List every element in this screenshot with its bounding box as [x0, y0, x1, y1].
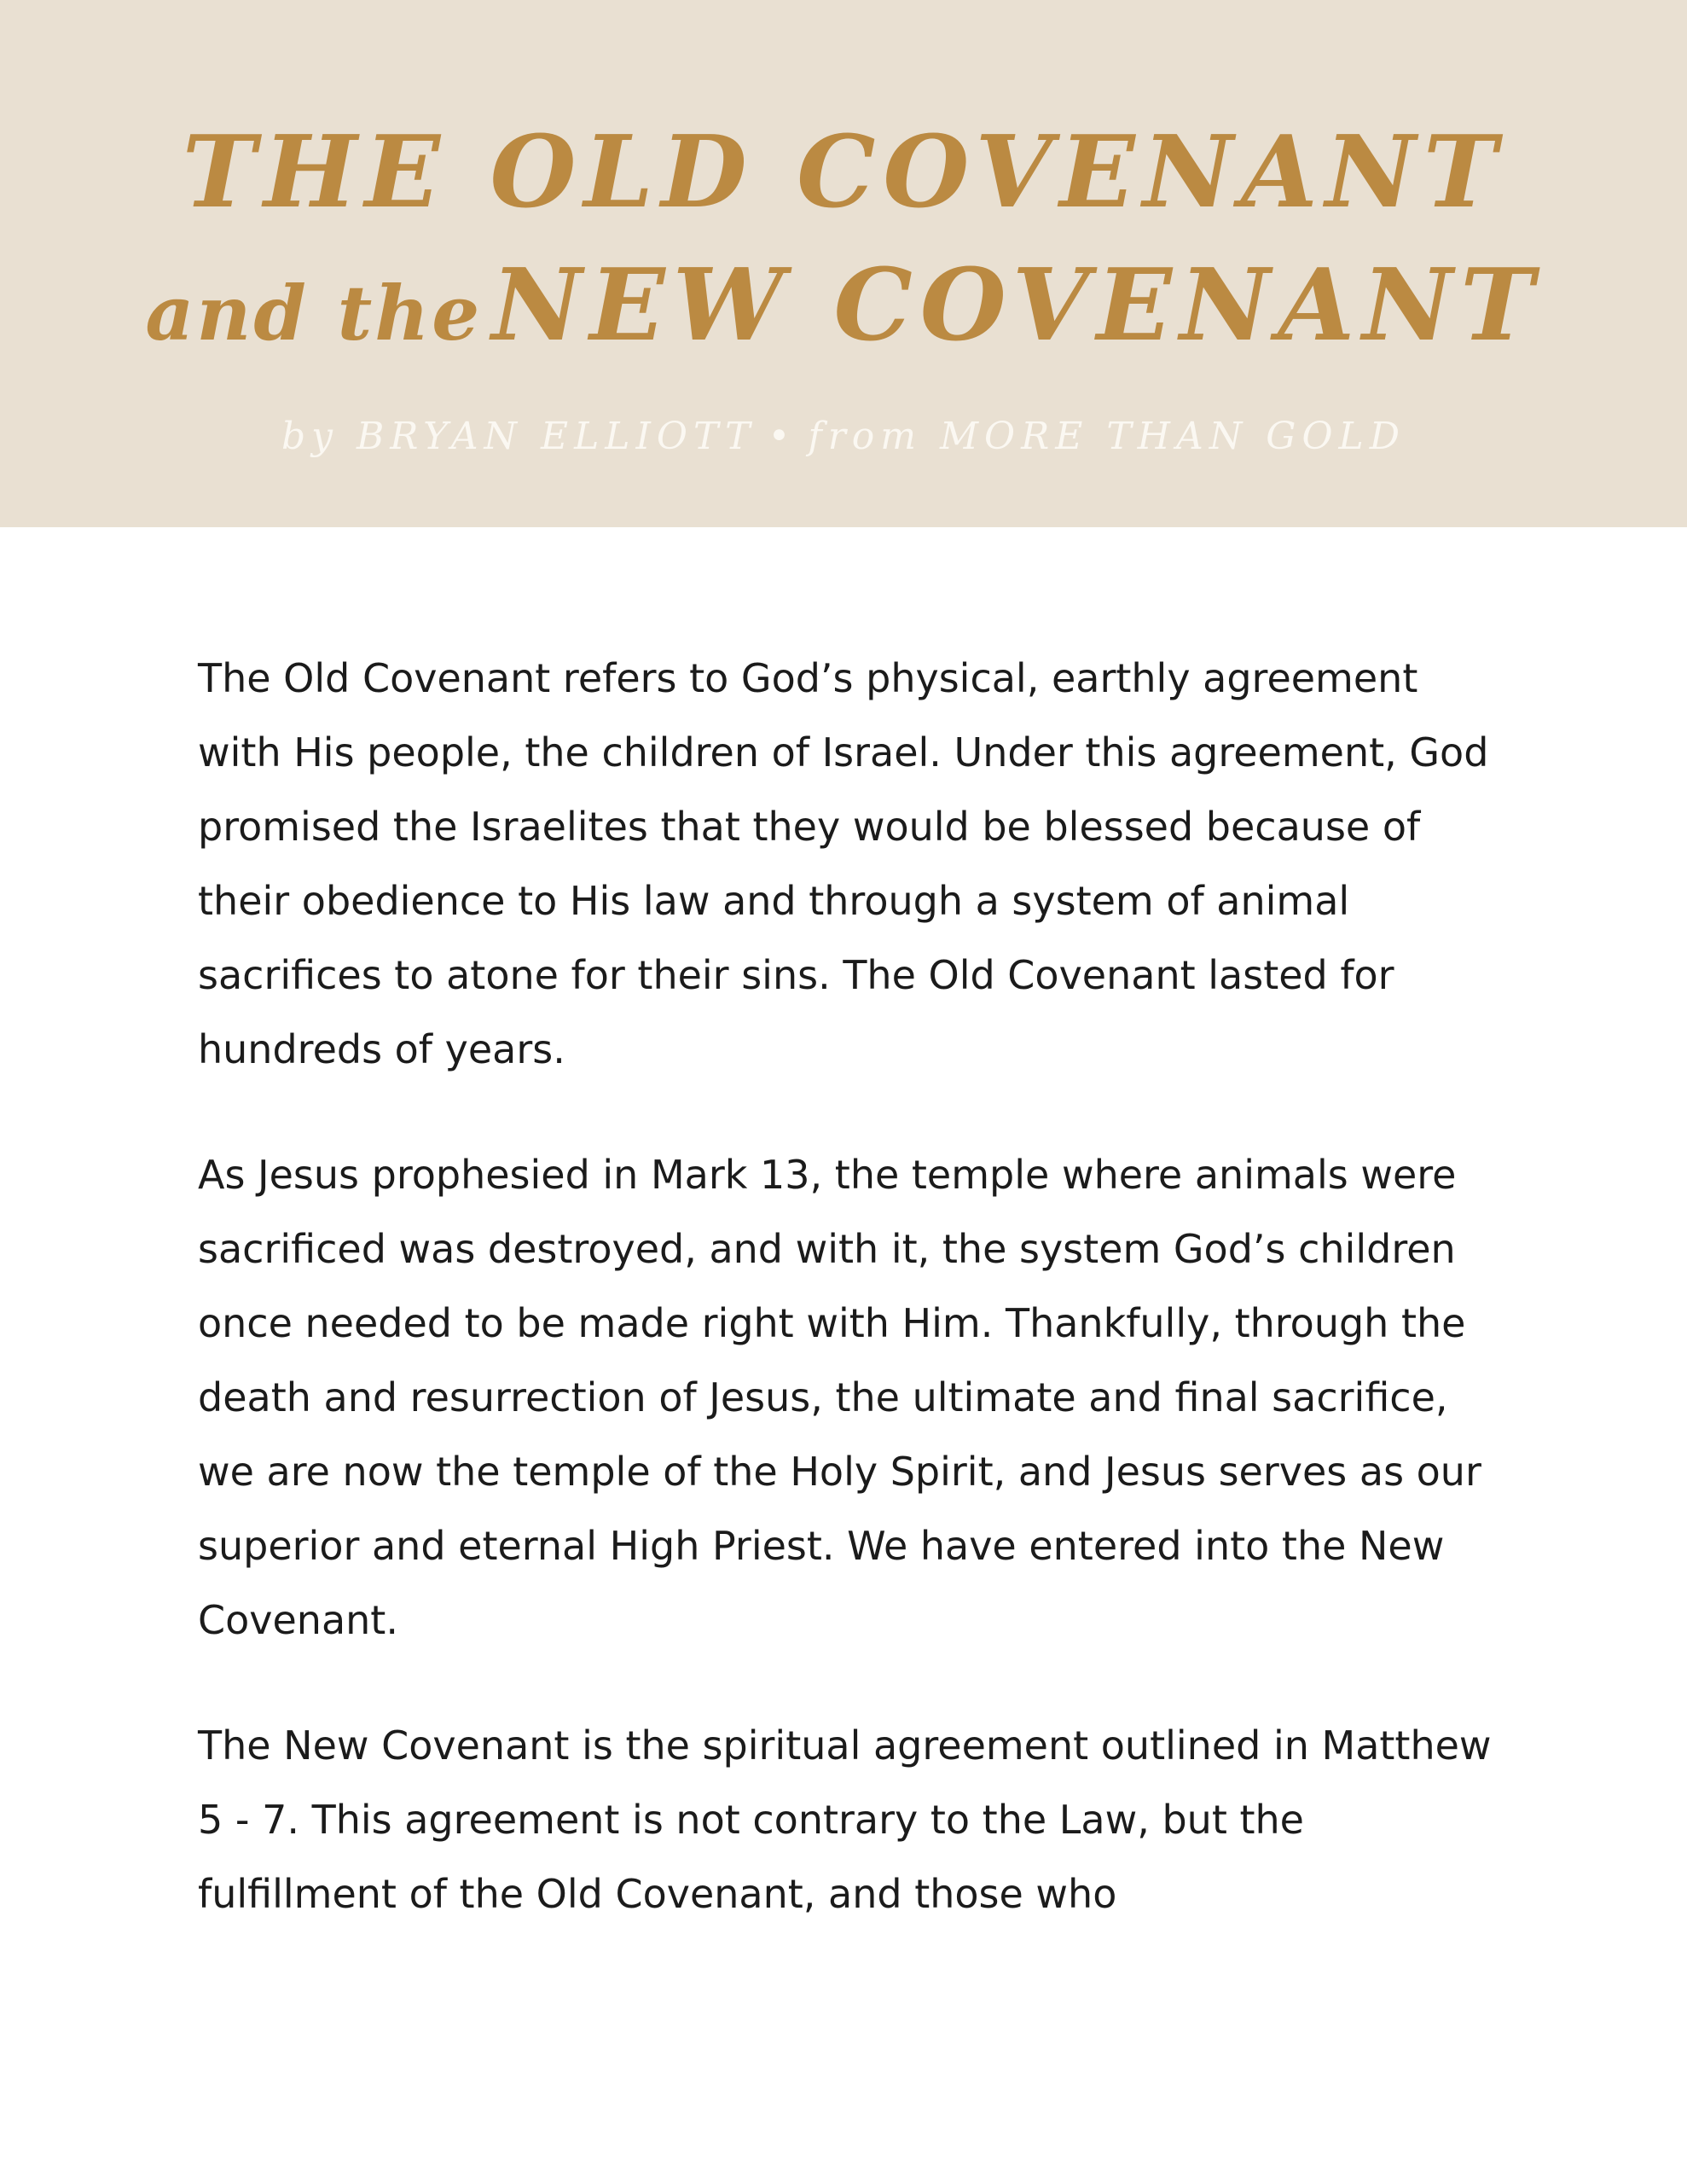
title-line-2	[0, 246, 1687, 390]
byline-source: from MORE THAN GOLD	[808, 415, 1406, 458]
article-body	[198, 642, 1503, 1983]
paragraph-new-covenant: The New Covenant is the spiritual agreement outlined in Matthew 5 - 7. This agreement is not contrary to the Law, but the fulfillment of the Old Covenant, and those who	[198, 1722, 1492, 1917]
byline	[0, 411, 1687, 462]
title-and-the: and the	[145, 269, 483, 357]
paragraph-old-covenant: The Old Covenant refers to God’s physical, earthly agreement with His people, the children of Israel. Under this agreement, God promised the Israelites that they would be blessed because of their obedience to His law and through a system of animal sacrifices to atone for their sins. The Old Covenant lasted for hundreds of years.	[198, 655, 1489, 1072]
title-old-covenant: THE OLD COVENANT	[182, 114, 1505, 230]
title-new-covenant: NEW COVENANT	[491, 247, 1542, 363]
paragraph-temple-destroyed: As Jesus prophesied in Mark 13, the temple where animals were sacrificed was destroyed, and with it, the system God’s children once needed to be made right with Him. Thankfully, through the death and resurrection of Jesus, the ultimate and final sacrifice, we are now the temple of the Holy Spirit, and Jesus serves as our superior and eternal High Priest. We have entered into the New Covenant.	[198, 1152, 1481, 1643]
title-line-1	[0, 113, 1687, 232]
byline-author: by BRYAN ELLIOTT	[281, 415, 757, 458]
header-banner	[0, 0, 1687, 527]
byline-separator: •	[768, 415, 797, 458]
